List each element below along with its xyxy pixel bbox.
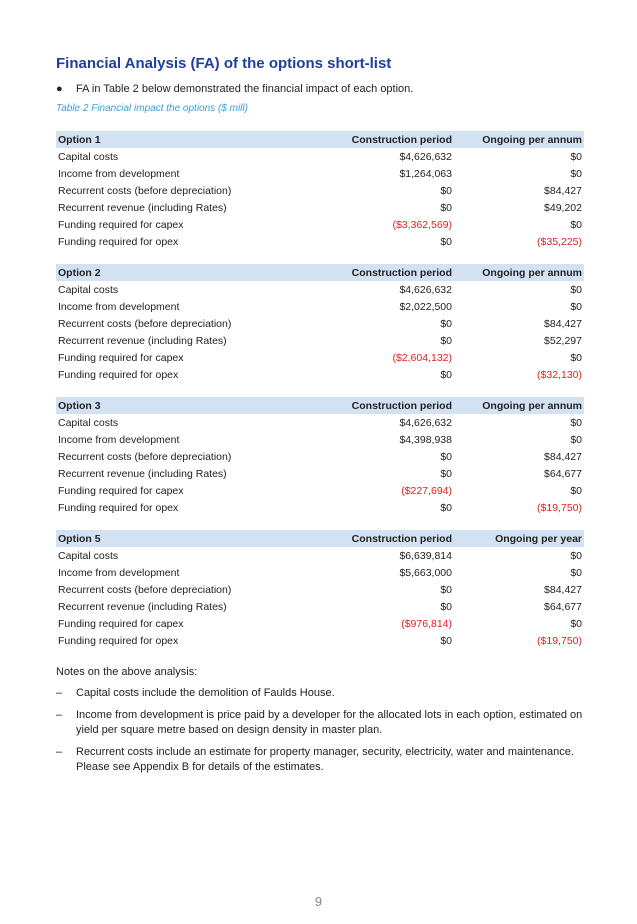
option-table (56, 131, 584, 250)
construction-value: $0 (440, 235, 452, 248)
ongoing-value: $0 (570, 150, 582, 163)
note-item (56, 708, 584, 738)
ongoing-value: $84,427 (544, 184, 582, 197)
ongoing-value: $0 (570, 167, 582, 180)
table-header-cell: Construction period (318, 264, 454, 281)
construction-value: ($976,814) (401, 617, 452, 630)
row-label: Recurrent revenue (including Rates) (58, 467, 227, 480)
table-header-cell: Ongoing per annum (454, 397, 584, 414)
row-label: Funding required for capex (58, 484, 184, 497)
construction-value: $0 (440, 501, 452, 514)
note-item (56, 686, 584, 701)
row-label: Funding required for opex (58, 368, 179, 381)
table-row (56, 465, 584, 482)
row-label: Recurrent costs (before depreciation) (58, 317, 232, 330)
table-row (56, 431, 584, 448)
row-label: Funding required for capex (58, 617, 184, 630)
ongoing-value: $0 (570, 484, 582, 497)
table-row (56, 615, 584, 632)
row-label: Income from development (58, 433, 180, 446)
row-label: Funding required for opex (58, 235, 179, 248)
ongoing-value: $0 (570, 617, 582, 630)
construction-value: $0 (440, 634, 452, 647)
row-label: Capital costs (58, 150, 119, 163)
ongoing-value: $84,427 (544, 317, 582, 330)
option-table-wrapper (56, 131, 584, 250)
table-row (56, 448, 584, 465)
dash-bullet-icon: – (56, 746, 63, 758)
row-label: Income from development (58, 167, 180, 180)
table-header-cell: Option 5 (56, 530, 318, 547)
row-label: Income from development (58, 300, 180, 313)
ongoing-value: $64,677 (544, 467, 582, 480)
row-label: Funding required for opex (58, 634, 179, 647)
table-header-cell: Construction period (318, 397, 454, 414)
option-table (56, 397, 584, 516)
table-row (56, 547, 584, 564)
construction-value: $0 (440, 600, 452, 613)
table-header-row (56, 530, 584, 547)
row-label: Recurrent revenue (including Rates) (58, 334, 227, 347)
bullet-text: FA in Table 2 below demonstrated the financial impact of each option. (76, 83, 414, 95)
page-number: 9 (314, 894, 323, 909)
note-text: Recurrent costs include an estimate for property manager, security, electricity, water and maintenance. Please see Appendix B for details of the estimates. (76, 746, 574, 773)
dash-bullet-icon: – (56, 687, 63, 699)
ongoing-value: $0 (570, 283, 582, 296)
notes-list (56, 686, 584, 775)
table-header-row (56, 397, 584, 414)
table-header-cell: Option 3 (56, 397, 318, 414)
ongoing-value: $0 (570, 566, 582, 579)
construction-value: $0 (440, 467, 452, 480)
option-table-wrapper (56, 264, 584, 383)
construction-value: $2,022,500 (399, 300, 452, 313)
ongoing-value: $0 (570, 351, 582, 364)
ongoing-value: ($32,130) (537, 368, 582, 381)
table-row (56, 281, 584, 298)
table-row (56, 598, 584, 615)
ongoing-value: $0 (570, 218, 582, 231)
note-text: Capital costs include the demolition of Faulds House. (76, 687, 335, 699)
row-label: Funding required for opex (58, 501, 179, 514)
table-row (56, 315, 584, 332)
table-header-cell: Option 1 (56, 131, 318, 148)
row-label: Recurrent revenue (including Rates) (58, 201, 227, 214)
table-header-cell: Ongoing per year (454, 530, 584, 547)
ongoing-value: $0 (570, 549, 582, 562)
row-label: Capital costs (58, 283, 119, 296)
ongoing-value: $0 (570, 300, 582, 313)
row-label: Recurrent costs (before depreciation) (58, 184, 232, 197)
bullet-dot-icon: ● (56, 83, 63, 95)
construction-value: $4,626,632 (399, 150, 452, 163)
table-row (56, 349, 584, 366)
row-label: Capital costs (58, 549, 119, 562)
table-row (56, 233, 584, 250)
document-page (56, 54, 584, 775)
table-row (56, 298, 584, 315)
construction-value: $0 (440, 184, 452, 197)
option-table (56, 264, 584, 383)
row-label: Capital costs (58, 416, 119, 429)
construction-value: $0 (440, 368, 452, 381)
construction-value: ($227,694) (401, 484, 452, 497)
ongoing-value: $64,677 (544, 600, 582, 613)
ongoing-value: ($19,750) (537, 501, 582, 514)
row-label: Recurrent costs (before depreciation) (58, 583, 232, 596)
table-row (56, 216, 584, 233)
table-header-row (56, 264, 584, 281)
table-row (56, 564, 584, 581)
option-table (56, 530, 584, 649)
table-header-cell: Ongoing per annum (454, 264, 584, 281)
ongoing-value: ($35,225) (537, 235, 582, 248)
row-label: Funding required for capex (58, 218, 184, 231)
construction-value: $4,398,938 (399, 433, 452, 446)
table-header-cell: Construction period (318, 530, 454, 547)
ongoing-value: $0 (570, 433, 582, 446)
section-heading: Financial Analysis (FA) of the options short-list (56, 55, 392, 72)
note-item (56, 745, 584, 775)
bullet-item (56, 82, 584, 96)
row-label: Recurrent revenue (including Rates) (58, 600, 227, 613)
table-row (56, 499, 584, 516)
financial-tables (56, 131, 584, 649)
ongoing-value: $84,427 (544, 583, 582, 596)
row-label: Recurrent costs (before depreciation) (58, 450, 232, 463)
option-table-wrapper (56, 397, 584, 516)
construction-value: $0 (440, 334, 452, 347)
table-header-cell: Construction period (318, 131, 454, 148)
table-row (56, 581, 584, 598)
option-table-wrapper (56, 530, 584, 649)
table-row (56, 366, 584, 383)
construction-value: $1,264,063 (399, 167, 452, 180)
table-header-cell: Option 2 (56, 264, 318, 281)
construction-value: $0 (440, 450, 452, 463)
construction-value: $6,639,814 (399, 549, 452, 562)
notes-intro: Notes on the above analysis: (56, 666, 198, 678)
row-label: Funding required for capex (58, 351, 184, 364)
table-row (56, 165, 584, 182)
ongoing-value: $52,297 (544, 334, 582, 347)
table-header-row (56, 131, 584, 148)
note-text: Income from development is price paid by a developer for the allocated lots in each option, estimated on yield per square metre based on design density in master plan. (76, 709, 583, 736)
construction-value: ($2,604,132) (392, 351, 452, 364)
construction-value: $0 (440, 583, 452, 596)
table-row (56, 199, 584, 216)
table-header-cell: Ongoing per annum (454, 131, 584, 148)
ongoing-value: $84,427 (544, 450, 582, 463)
construction-value: $4,626,632 (399, 416, 452, 429)
construction-value: $4,626,632 (399, 283, 452, 296)
table-row (56, 632, 584, 649)
ongoing-value: $49,202 (544, 201, 582, 214)
construction-value: $5,663,000 (399, 566, 452, 579)
row-label: Income from development (58, 566, 180, 579)
dash-bullet-icon: – (56, 709, 63, 721)
table-caption: Table 2 Financial impact the options ($ mill) (56, 103, 248, 114)
table-row (56, 332, 584, 349)
construction-value: ($3,362,569) (392, 218, 452, 231)
ongoing-value: $0 (570, 416, 582, 429)
table-row (56, 148, 584, 165)
construction-value: $0 (440, 317, 452, 330)
construction-value: $0 (440, 201, 452, 214)
table-row (56, 182, 584, 199)
table-row (56, 414, 584, 431)
table-row (56, 482, 584, 499)
ongoing-value: ($19,750) (537, 634, 582, 647)
